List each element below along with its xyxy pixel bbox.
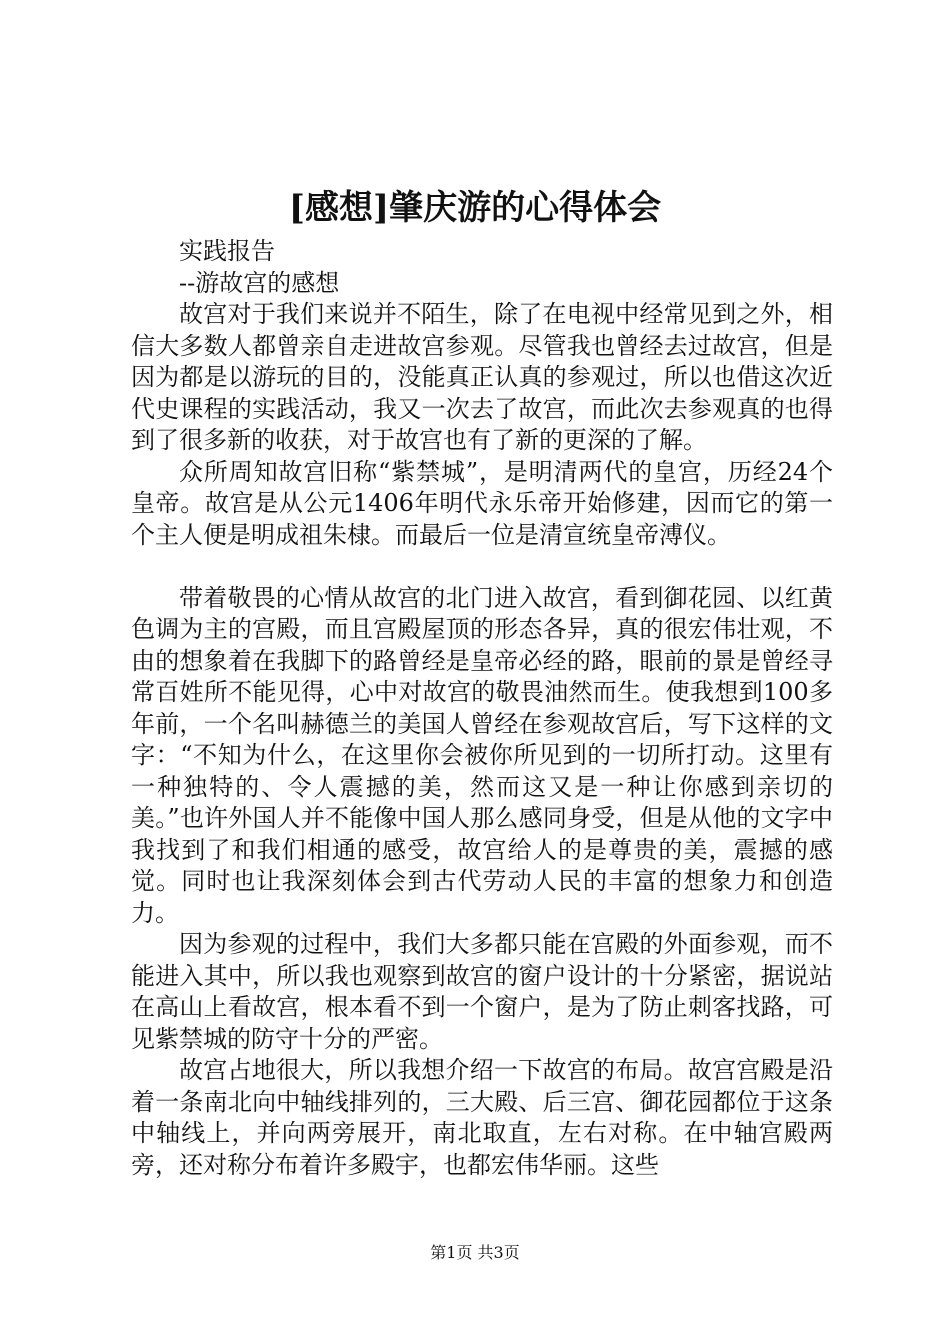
document-title: [感想]肇庆游的心得体会: [288, 188, 662, 228]
paragraph-intro: 故宫对于我们来说并不陌生，除了在电视中经常见到之外，相信大多数人都曾亲自走进故宫参观。尽管我也曾经去过故宫，但是因为都是以游玩的目的，没能真正认真的参观过，所以也借这次近代史课程的实践活动，我又一次去了故宫，而此次去参观真的也得到了很多新的收获，对于故宫也有了新的更深的了解。: [131, 300, 833, 454]
paragraph-report-label: 实践报告: [179, 237, 275, 265]
page-number: 第1页 共3页: [430, 1243, 520, 1262]
paragraph-history: 众所周知故宫旧称“紫禁城”，是明清两代的皇宫，历经24个皇帝。故宫是从公元1406年明代永乐帝开始修建，因而它的第一个主人便是明成祖朱棣。而最后一位是清宣统皇帝溥仪。: [131, 457, 833, 549]
paragraph-windows: 因为参观的过程中，我们大多都只能在宫殿的外面参观，而不能进入其中，所以我也观察到故宫的窗户设计的十分紧密，据说站在高山上看故宫，根本看不到一个窗户，是为了防止刺客找路，可见紫禁城的防守十分的严密。: [131, 930, 833, 1053]
paragraph-impression: 带着敬畏的心情从故宫的北门进入故宫，看到御花园、以红黄色调为主的宫殿，而且宫殿屋顶的形态各异，真的很宏伟壮观，不由的想象着在我脚下的路曾经是皇帝必经的路，眼前的景是曾经寻常百姓所不能见得，心中对故宫的敬畏油然而生。使我想到100多年前，一个名叫赫德兰的美国人曾经在参观故宫后，写下这样的文字：“不知为什么，在这里你会被你所见到的一切所打动。这里有一种独特的、令人震撼的美，然而这又是一种让你感到亲切的美。”也许外国人并不能像中国人那么感同身受，但是从他的文字中我找到了和我们相通的感受，故宫给人的是尊贵的美，震撼的感觉。同时也让我深刻体会到古代劳动人民的丰富的想象力和创造力。: [131, 583, 833, 927]
document-body: [131, 236, 833, 1181]
paragraph-layout: 故宫占地很大，所以我想介绍一下故宫的布局。故宫宫殿是沿着一条南北向中轴线排列的，三大殿、后三宫、御花园都位于这条中轴线上，并向两旁展开，南北取直，左右对称。在中轴宫殿两旁，还对称分布着许多殿宇，也都宏伟华丽。这些: [131, 1056, 833, 1179]
paragraph-subtitle: --游故宫的感想: [179, 268, 340, 297]
paragraph-spacer: [131, 551, 833, 583]
